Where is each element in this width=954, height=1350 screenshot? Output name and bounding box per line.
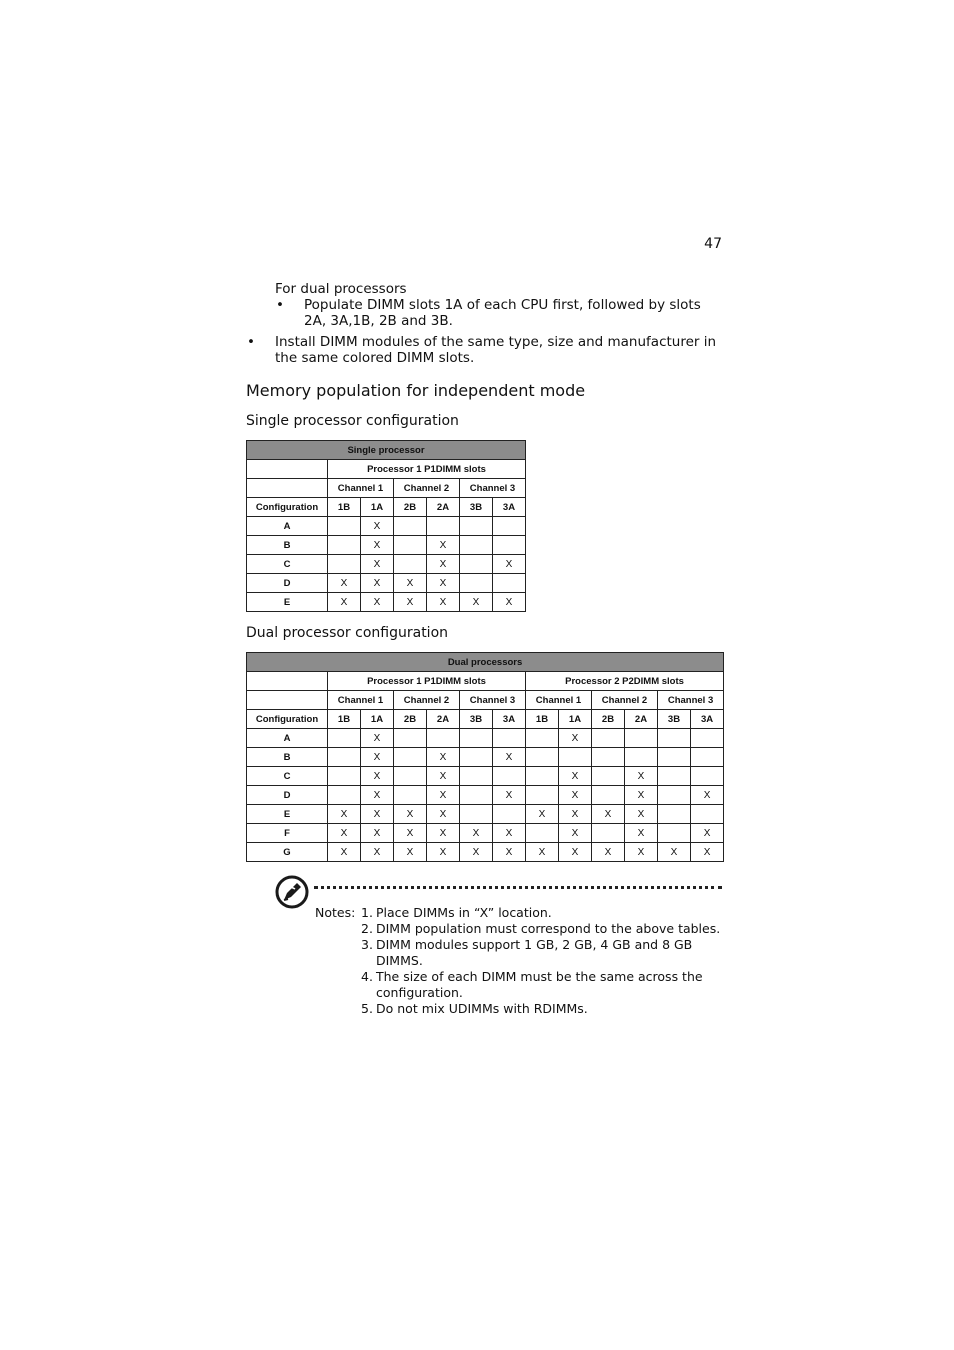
slot-cell: X — [394, 574, 427, 593]
empty-cell — [247, 479, 328, 498]
slot-cell: X — [691, 843, 724, 862]
slot-cell — [394, 729, 427, 748]
note-divider — [314, 886, 722, 889]
slot-cell — [691, 748, 724, 767]
slot-cell — [394, 786, 427, 805]
slot-cell — [328, 555, 361, 574]
slot-cell — [592, 824, 625, 843]
note-pen-icon — [275, 875, 309, 909]
slot-cell: X — [361, 805, 394, 824]
slot-header: 1A — [361, 498, 394, 517]
slot-header: 1B — [328, 710, 361, 729]
slot-cell: X — [361, 767, 394, 786]
slot-cell — [460, 729, 493, 748]
slot-cell — [526, 767, 559, 786]
note-text: DIMM population must correspond to the above tables. — [376, 921, 721, 936]
channel-header: Channel 1 — [328, 691, 394, 710]
slot-cell — [493, 517, 526, 536]
slot-cell: X — [361, 536, 394, 555]
table-title: Single processor — [247, 441, 526, 460]
slot-cell — [328, 729, 361, 748]
note-number: 4. — [361, 969, 373, 984]
slot-cell: X — [493, 786, 526, 805]
table-row — [247, 536, 526, 555]
slot-cell: X — [427, 555, 460, 574]
configuration-label: C — [247, 767, 328, 786]
configuration-header: Configuration — [247, 710, 328, 729]
slot-cell: X — [625, 786, 658, 805]
slot-header: 3A — [691, 710, 724, 729]
slot-header: 3B — [460, 710, 493, 729]
slot-header: 3B — [460, 498, 493, 517]
slot-cell — [526, 748, 559, 767]
slot-cell: X — [526, 805, 559, 824]
table-row — [247, 729, 724, 748]
slot-cell — [394, 517, 427, 536]
configuration-label: F — [247, 824, 328, 843]
slot-cell — [328, 748, 361, 767]
slot-cell — [460, 517, 493, 536]
slot-header: 2B — [394, 710, 427, 729]
slot-cell: X — [427, 843, 460, 862]
slot-header: 2A — [427, 498, 460, 517]
configuration-label: B — [247, 536, 328, 555]
slot-cell: X — [361, 748, 394, 767]
slot-cell: X — [328, 805, 361, 824]
slot-cell — [394, 555, 427, 574]
bullet-symbol: • — [247, 334, 255, 350]
channel-header: Channel 2 — [592, 691, 658, 710]
slot-header: 3A — [493, 498, 526, 517]
slot-cell — [493, 767, 526, 786]
slot-cell — [460, 555, 493, 574]
slot-cell: X — [427, 574, 460, 593]
slot-cell — [658, 767, 691, 786]
slot-cell: X — [592, 843, 625, 862]
slot-header: 3B — [658, 710, 691, 729]
slot-cell — [328, 517, 361, 536]
slot-cell: X — [493, 748, 526, 767]
slot-cell: X — [394, 824, 427, 843]
slot-cell — [592, 786, 625, 805]
slot-cell: X — [361, 517, 394, 536]
slot-cell — [625, 748, 658, 767]
table-row — [247, 824, 724, 843]
slot-cell — [460, 767, 493, 786]
configuration-label: A — [247, 517, 328, 536]
channel-header: Channel 2 — [394, 691, 460, 710]
slot-cell: X — [328, 574, 361, 593]
table-title: Dual processors — [247, 653, 724, 672]
slot-cell — [526, 786, 559, 805]
slot-cell — [526, 729, 559, 748]
slot-cell — [394, 536, 427, 555]
slot-cell: X — [427, 593, 460, 612]
configuration-label: D — [247, 574, 328, 593]
slot-cell: X — [559, 767, 592, 786]
configuration-label: D — [247, 786, 328, 805]
slot-cell: X — [361, 843, 394, 862]
slot-header: 2B — [592, 710, 625, 729]
single-table-rows — [247, 517, 526, 612]
channel-header: Channel 1 — [328, 479, 394, 498]
slot-cell — [460, 786, 493, 805]
slot-cell: X — [328, 824, 361, 843]
slot-cell: X — [691, 824, 724, 843]
slot-header: 1A — [361, 710, 394, 729]
page-number: 47 — [704, 236, 722, 252]
slot-header: 2A — [625, 710, 658, 729]
slot-cell — [691, 767, 724, 786]
dual-heading: Dual processor configuration — [246, 625, 449, 641]
slot-header: 3A — [493, 710, 526, 729]
slot-cell — [394, 748, 427, 767]
single-heading: Single processor configuration — [246, 413, 459, 429]
slot-header: 1B — [526, 710, 559, 729]
bullet-symbol: • — [276, 297, 284, 313]
table-row — [247, 767, 724, 786]
slot-cell: X — [361, 786, 394, 805]
slot-cell: X — [559, 824, 592, 843]
slot-cell — [691, 805, 724, 824]
slot-cell: X — [559, 843, 592, 862]
channel-header: Channel 2 — [394, 479, 460, 498]
slot-cell: X — [691, 786, 724, 805]
slot-cell: X — [526, 843, 559, 862]
slot-cell: X — [394, 593, 427, 612]
slot-cell: X — [658, 843, 691, 862]
table-row — [247, 748, 724, 767]
note-text: Place DIMMs in “X” location. — [376, 905, 552, 920]
slot-cell — [460, 536, 493, 555]
note-number: 3. — [361, 937, 373, 952]
table-row — [247, 555, 526, 574]
processor-header: Processor 1 P1DIMM slots — [328, 460, 526, 479]
slot-cell: X — [361, 729, 394, 748]
dual-processor-table — [246, 652, 724, 862]
note-text: DIMM modules support 1 GB, 2 GB, 4 GB and 8 GB DIMMS. — [376, 937, 693, 968]
configuration-label: C — [247, 555, 328, 574]
slot-cell — [493, 574, 526, 593]
slot-cell: X — [625, 843, 658, 862]
slot-cell — [460, 748, 493, 767]
notes-label: Notes: — [315, 905, 356, 920]
slot-cell — [592, 729, 625, 748]
note-item — [361, 969, 723, 1001]
note-number: 2. — [361, 921, 373, 936]
note-number: 5. — [361, 1001, 373, 1016]
processor-header: Processor 2 P2DIMM slots — [526, 672, 724, 691]
slot-cell — [328, 536, 361, 555]
table-row — [247, 517, 526, 536]
slot-cell: X — [361, 593, 394, 612]
slot-cell — [592, 767, 625, 786]
slot-cell: X — [559, 786, 592, 805]
slot-cell — [427, 729, 460, 748]
slot-header: 1A — [559, 710, 592, 729]
intro-sub-bullet: Populate DIMM slots 1A of each CPU first, followed by slots 2A, 3A,1B, 2B and 3B. — [304, 297, 701, 329]
slot-cell: X — [361, 555, 394, 574]
table-row — [247, 593, 526, 612]
note-item — [361, 921, 723, 937]
slot-cell: X — [361, 574, 394, 593]
empty-cell — [247, 460, 328, 479]
slot-cell — [658, 729, 691, 748]
dual-table-rows — [247, 729, 724, 862]
note-text: Do not mix UDIMMs with RDIMMs. — [376, 1001, 588, 1016]
slot-cell — [625, 729, 658, 748]
channel-header: Channel 3 — [460, 691, 526, 710]
empty-cell — [247, 672, 328, 691]
slot-header: 1B — [328, 498, 361, 517]
empty-cell — [247, 691, 328, 710]
intro-lead: For dual processors — [275, 281, 407, 297]
slot-cell — [493, 805, 526, 824]
slot-cell: X — [493, 593, 526, 612]
slot-cell: X — [427, 805, 460, 824]
slot-cell: X — [427, 748, 460, 767]
slot-cell: X — [493, 824, 526, 843]
single-processor-table — [246, 440, 526, 612]
notes-list — [361, 905, 723, 1017]
slot-cell — [592, 748, 625, 767]
slot-cell — [658, 824, 691, 843]
slot-cell: X — [460, 593, 493, 612]
note-text: The size of each DIMM must be the same across the configuration. — [376, 969, 703, 1000]
processor-header: Processor 1 P1DIMM slots — [328, 672, 526, 691]
slot-cell: X — [427, 824, 460, 843]
slot-header: 2B — [394, 498, 427, 517]
slot-cell — [658, 805, 691, 824]
slot-cell: X — [625, 824, 658, 843]
configuration-label: E — [247, 593, 328, 612]
slot-cell: X — [559, 805, 592, 824]
slot-cell: X — [427, 536, 460, 555]
intro-bullet: Install DIMM modules of the same type, size and manufacturer in the same colored DIMM slots. — [275, 334, 717, 366]
slot-cell: X — [328, 843, 361, 862]
table-row — [247, 843, 724, 862]
slot-cell: X — [394, 843, 427, 862]
slot-cell — [460, 574, 493, 593]
slot-cell: X — [493, 843, 526, 862]
channel-header: Channel 3 — [658, 691, 724, 710]
note-number: 1. — [361, 905, 373, 920]
table-row — [247, 574, 526, 593]
note-item — [361, 905, 723, 921]
slot-cell — [493, 729, 526, 748]
slot-cell — [493, 536, 526, 555]
slot-cell: X — [427, 786, 460, 805]
slot-cell — [394, 767, 427, 786]
slot-header: 2A — [427, 710, 460, 729]
slot-cell — [526, 824, 559, 843]
slot-cell: X — [460, 824, 493, 843]
slot-cell: X — [328, 593, 361, 612]
note-item — [361, 1001, 723, 1017]
configuration-header: Configuration — [247, 498, 328, 517]
configuration-label: G — [247, 843, 328, 862]
slot-cell: X — [361, 824, 394, 843]
slot-cell — [328, 786, 361, 805]
slot-cell: X — [625, 805, 658, 824]
slot-cell: X — [592, 805, 625, 824]
slot-cell: X — [625, 767, 658, 786]
slot-cell — [427, 517, 460, 536]
configuration-label: A — [247, 729, 328, 748]
channel-header: Channel 1 — [526, 691, 592, 710]
note-item — [361, 937, 723, 969]
slot-cell — [658, 786, 691, 805]
slot-cell: X — [427, 767, 460, 786]
table-row — [247, 805, 724, 824]
slot-cell: X — [394, 805, 427, 824]
slot-cell: X — [460, 843, 493, 862]
slot-cell: X — [559, 729, 592, 748]
slot-cell: X — [493, 555, 526, 574]
slot-cell — [460, 805, 493, 824]
channel-header: Channel 3 — [460, 479, 526, 498]
slot-cell — [658, 748, 691, 767]
slot-cell — [691, 729, 724, 748]
table-row — [247, 786, 724, 805]
main-heading: Memory population for independent mode — [246, 381, 586, 400]
configuration-label: B — [247, 748, 328, 767]
configuration-label: E — [247, 805, 328, 824]
slot-cell — [559, 748, 592, 767]
slot-cell — [328, 767, 361, 786]
